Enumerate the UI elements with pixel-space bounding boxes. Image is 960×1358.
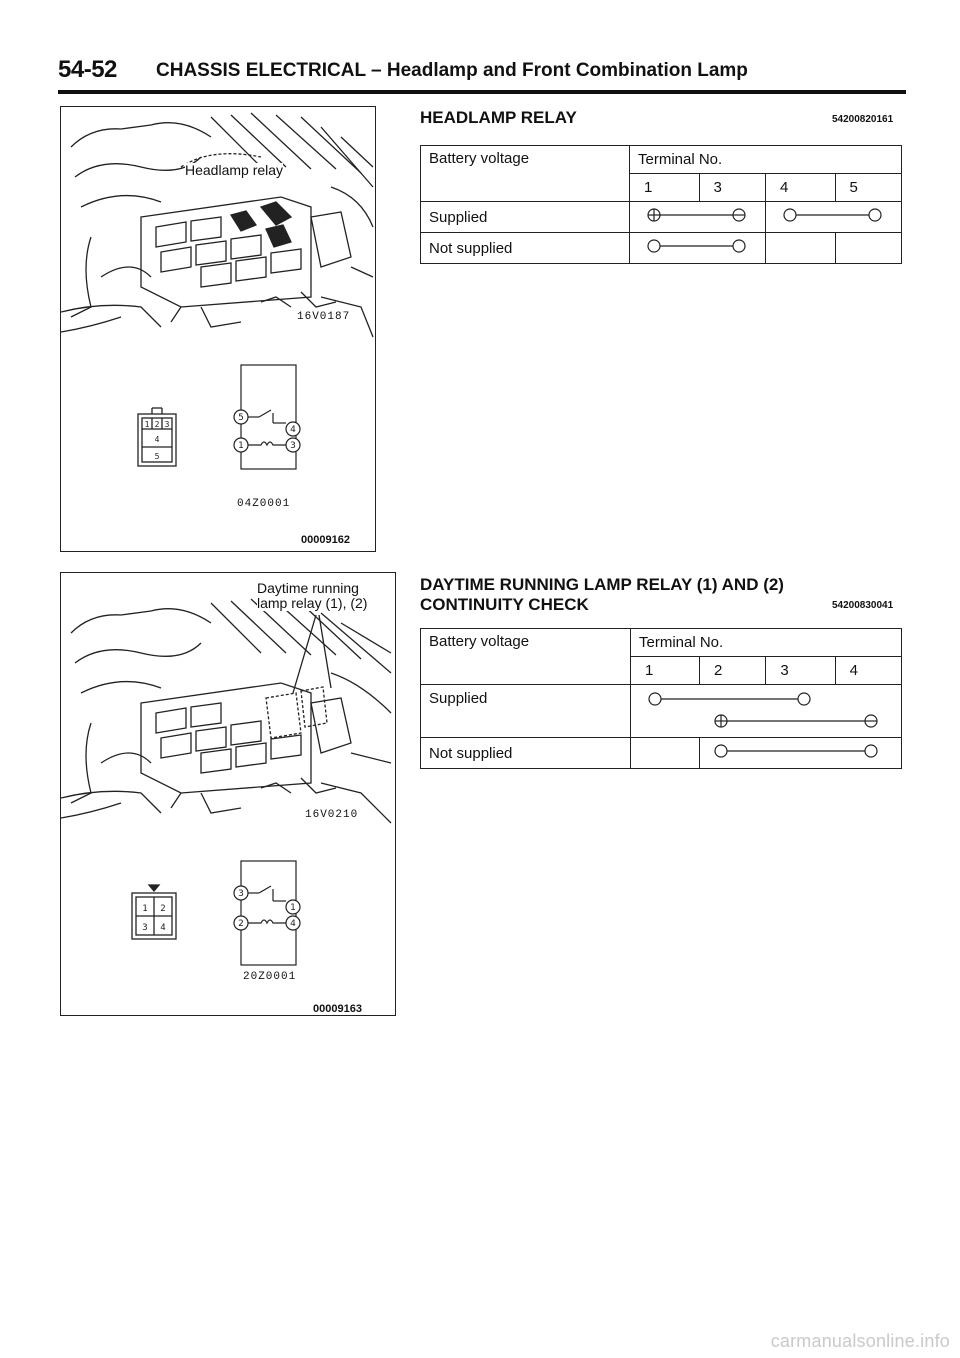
- sch-pin-2: 2: [238, 919, 244, 929]
- terminal-4: 4: [766, 174, 836, 202]
- supplied-1-3-continuity: [630, 202, 766, 233]
- terminal-3: 3: [699, 174, 766, 202]
- pin-2: 2: [160, 904, 166, 914]
- sch-pin-5: 5: [238, 413, 244, 423]
- headlamp-relay-table: [420, 145, 902, 264]
- drl-title-line1: DAYTIME RUNNING LAMP RELAY (1) AND (2): [420, 575, 784, 594]
- terminal-1: 1: [631, 657, 700, 685]
- terminal-header: Terminal No.: [630, 146, 902, 174]
- terminal-3: 3: [766, 657, 835, 685]
- title-separator: –: [371, 60, 382, 81]
- callout-line2: lamp relay (1), (2): [257, 595, 368, 611]
- continuity-connection: [766, 202, 901, 228]
- pin-1: 1: [144, 420, 150, 429]
- not-supplied-1-3-continuity: [630, 233, 766, 264]
- photo-code: 16V0210: [305, 809, 359, 821]
- pin-3: 3: [142, 923, 148, 933]
- sch-pin-4: 4: [290, 425, 296, 435]
- figure-callout: Headlamp relay: [185, 162, 284, 178]
- figure-drl-relay: [60, 572, 396, 1016]
- headlamp-relay-code: 54200820161: [832, 114, 894, 125]
- drl-title-line2: CONTINUITY CHECK: [420, 595, 589, 614]
- pin-3: 3: [164, 420, 170, 429]
- pin-1: 1: [142, 904, 148, 914]
- sch-pin-3: 3: [290, 441, 296, 451]
- engine-bay-illustration: [61, 573, 396, 1016]
- terminal-header: Terminal No.: [631, 629, 902, 657]
- drl-relay-title: [420, 575, 784, 615]
- sch-pin-4: 4: [290, 919, 296, 929]
- not-supplied-4-empty: [766, 233, 836, 264]
- terminal-4: 4: [835, 657, 901, 685]
- drl-relay-code: 54200830041: [832, 600, 894, 611]
- pin-4: 4: [160, 923, 166, 933]
- row-supplied-label: Supplied: [421, 685, 631, 738]
- supplied-4-5-continuity: [766, 202, 902, 233]
- headlamp-relay-title: HEADLAMP RELAY: [420, 108, 577, 127]
- relay-schematic: [234, 861, 300, 965]
- not-supplied-5-empty: [835, 233, 902, 264]
- not-supplied-1-empty: [631, 738, 700, 769]
- section-name: CHASSIS ELECTRICAL: [156, 60, 366, 81]
- not-supplied-2-4-continuity: [700, 738, 902, 769]
- diagram-code: 20Z0001: [243, 971, 297, 983]
- connector-face-4pin: [132, 885, 176, 939]
- relay-schematic: [234, 365, 300, 469]
- figure-id: 00009163: [313, 1003, 362, 1015]
- continuity-connection: [630, 233, 765, 259]
- col-header-battery: Battery voltage: [421, 629, 631, 685]
- row-not-supplied-label: Not supplied: [421, 233, 630, 264]
- pin-4: 4: [154, 435, 160, 444]
- figure-callout: [257, 581, 367, 611]
- page-number: 54-52: [58, 56, 117, 83]
- sch-pin-1: 1: [238, 441, 244, 451]
- col-header-battery: Battery voltage: [421, 146, 630, 202]
- sch-pin-1: 1: [290, 903, 296, 913]
- subsection-name: Headlamp and Front Combination Lamp: [386, 60, 748, 81]
- drl-relay-table: [420, 628, 902, 769]
- sch-pin-3: 3: [238, 889, 244, 899]
- pin-2: 2: [154, 420, 160, 429]
- row-not-supplied-label: Not supplied: [421, 738, 631, 769]
- figure-id: 00009162: [301, 534, 350, 546]
- header-rule: [58, 90, 906, 94]
- continuity-connection: [700, 738, 901, 764]
- photo-code: 16V0187: [297, 311, 351, 323]
- page-header: [58, 56, 906, 92]
- supplied-connections: [631, 685, 901, 733]
- callout-line1: Daytime running: [257, 580, 359, 596]
- terminal-2: 2: [700, 657, 766, 685]
- pin-5: 5: [154, 452, 160, 461]
- row-supplied-label: Supplied: [421, 202, 630, 233]
- watermark: carmanualsonline.info: [770, 1331, 950, 1351]
- supplied-continuity: [631, 685, 902, 738]
- terminal-1: 1: [630, 174, 700, 202]
- diagram-code: 04Z0001: [237, 498, 291, 510]
- figure-headlamp-relay: [60, 106, 376, 552]
- page-title: [156, 60, 748, 82]
- plus-minus-connection: [630, 202, 765, 228]
- terminal-5: 5: [835, 174, 902, 202]
